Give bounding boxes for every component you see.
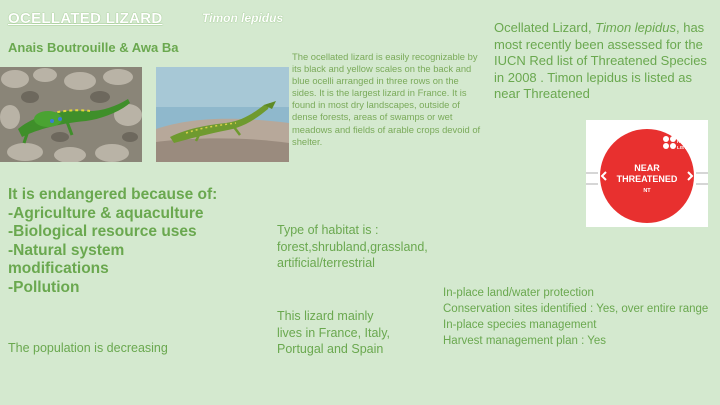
habitat-line: artificial/terrestrial bbox=[277, 256, 375, 270]
lizard-photo-stone bbox=[156, 67, 289, 162]
red-list-badge-graphic bbox=[586, 120, 708, 227]
species-description: The ocellated lizard is easily recognizable by its black and yellow scales on the back and blue ocelli arranged in three rows on the sides. It is the largest lizard in France. It is found in most dry landscapes, outside of dense forests, areas of swamps or wet meadows and fields of arable crops devoid of shelter. bbox=[292, 51, 481, 147]
habitat-line: forest,shrubland,grassland, bbox=[277, 239, 428, 254]
threats-section bbox=[8, 186, 258, 298]
threat-item: -Biological resource uses bbox=[8, 223, 197, 241]
scientific-name: Timon lepidus bbox=[202, 11, 284, 25]
red-list-brand-2: LIST bbox=[677, 145, 687, 150]
range-line: Portugal and Spain bbox=[277, 342, 384, 356]
range-line: lives in France, Italy, bbox=[277, 325, 391, 340]
assessment-suffix: , has most recently been assessed for the IUCN Red list of Threatened Species in 2008 . Timon lepidus is listed as near Threatened bbox=[494, 20, 707, 101]
conservation-action-item: Conservation sites identified : Yes, over entire range bbox=[443, 303, 709, 315]
threat-item: modifications bbox=[8, 260, 109, 278]
threat-item: -Agriculture & aquaculture bbox=[8, 204, 204, 222]
iucn-assessment-text bbox=[494, 20, 716, 103]
conservation-action-item: In-place species management bbox=[443, 319, 597, 331]
habitat-heading: Type of habitat is : bbox=[277, 223, 379, 237]
conservation-actions bbox=[443, 285, 718, 349]
threat-item: -Pollution bbox=[8, 278, 80, 296]
badge-status-code: NT bbox=[643, 188, 651, 194]
assessment-prefix: Ocellated Lizard, bbox=[494, 20, 596, 35]
range-section bbox=[277, 308, 417, 358]
authors: Anais Boutrouille & Awa Ba bbox=[8, 40, 179, 55]
assessment-species: Timon lepidus bbox=[595, 20, 676, 35]
badge-status-line1: NEAR bbox=[634, 163, 660, 173]
page-title: OCELLATED LIZARD bbox=[8, 10, 163, 27]
range-line: This lizard mainly bbox=[277, 309, 374, 323]
conservation-action-item: In-place land/water protection bbox=[443, 287, 594, 299]
red-list-brand-1: RED bbox=[677, 139, 687, 144]
threat-item: -Natural system bbox=[8, 241, 125, 259]
red-list-badge bbox=[586, 120, 708, 227]
habitat-section bbox=[277, 222, 447, 272]
lizard-photo-rocks bbox=[0, 67, 142, 162]
badge-status-line2: THREATENED bbox=[616, 174, 678, 184]
conservation-action-item: Harvest management plan : Yes bbox=[443, 335, 607, 347]
threats-heading: It is endangered because of: bbox=[8, 186, 218, 203]
population-trend: The population is decreasing bbox=[8, 341, 168, 355]
